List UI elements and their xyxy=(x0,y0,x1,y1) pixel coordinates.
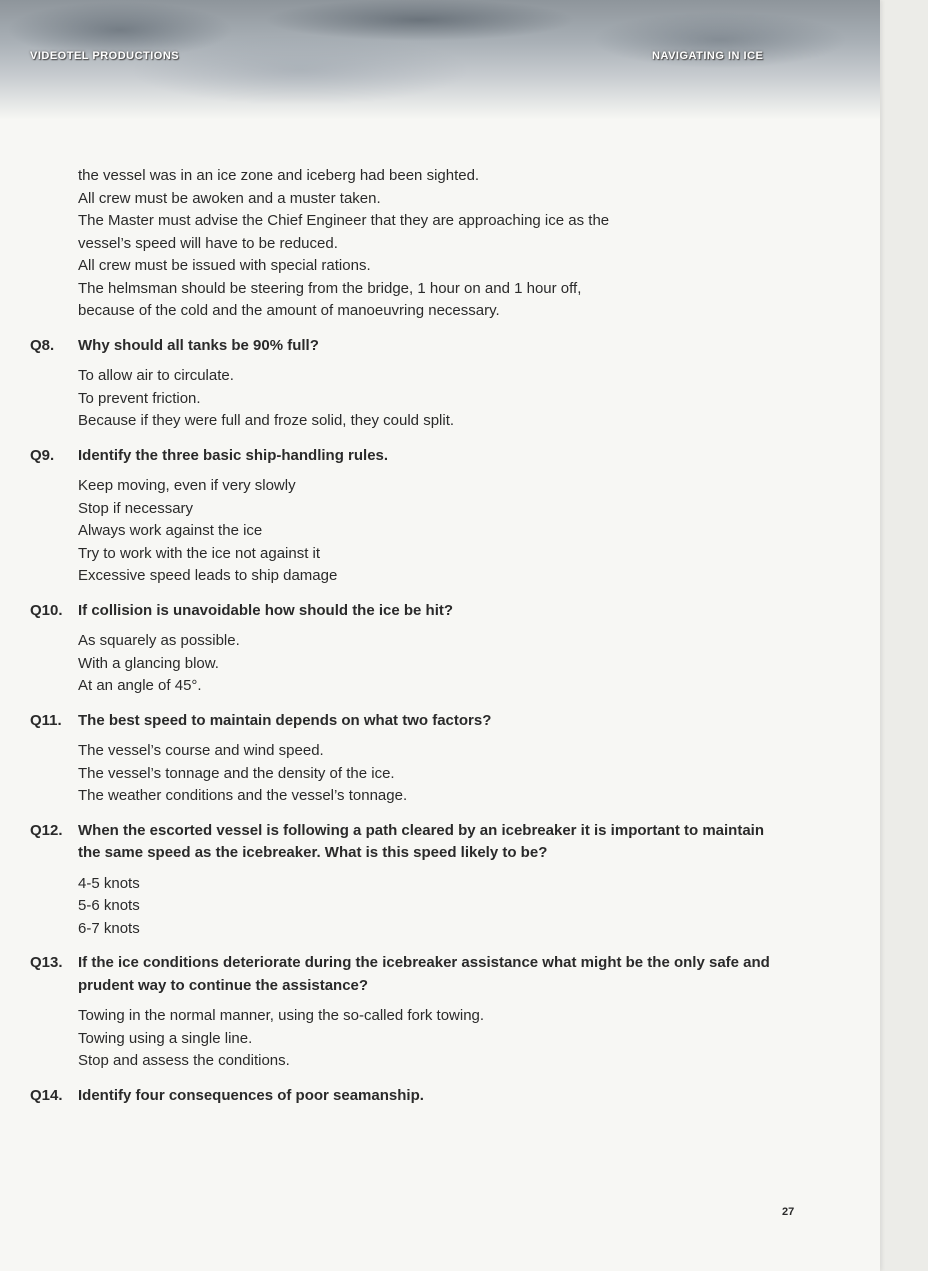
question-number: Q14. xyxy=(30,1086,63,1104)
page-content xyxy=(30,165,790,1115)
answer-option: As squarely as possible. xyxy=(78,632,240,649)
question-text: If collision is unavoidable how should the ice be hit? xyxy=(78,601,454,619)
answer-option: Stop if necessary xyxy=(78,499,194,517)
answer-option: Excessive speed leads to ship damage xyxy=(78,567,338,584)
answer-option: Because if they were full and froze solid, they could split. xyxy=(78,412,455,429)
question-block xyxy=(30,710,790,808)
answer-option: The vessel’s tonnage and the density of the ice. xyxy=(78,764,395,782)
question-text: If the ice conditions deteriorate during the icebreaker assistance what might be the only safe and prudent way to continue the assistance? xyxy=(78,954,770,994)
continued-answers xyxy=(30,165,790,323)
answer-list xyxy=(30,475,790,588)
answer-list xyxy=(30,630,790,698)
question-text: Identify the three basic ship-handling rules. xyxy=(78,446,389,464)
answer-line: vessel’s speed will have to be reduced. xyxy=(78,234,338,252)
question-number: Q13. xyxy=(30,954,63,971)
answer-option: Try to work with the ice not against it xyxy=(78,544,321,562)
question-number: Q11. xyxy=(30,711,62,729)
header-banner-image xyxy=(0,0,880,120)
answer-option: With a glancing blow. xyxy=(78,654,219,672)
answer-option: The weather conditions and the vessel’s tonnage. xyxy=(78,787,408,804)
question xyxy=(30,820,790,865)
question xyxy=(30,1085,790,1108)
question-block xyxy=(30,820,790,941)
answer-option: The vessel’s course and wind speed. xyxy=(78,742,324,759)
answer-line: All crew must be issued with special rations. xyxy=(78,257,371,274)
question xyxy=(30,335,790,358)
question-text: Why should all tanks be 90% full? xyxy=(78,336,319,354)
answer-line: The Master must advise the Chief Engineer that they are approaching ice as the xyxy=(78,212,610,229)
answer-option: At an angle of 45°. xyxy=(78,677,202,694)
question-block xyxy=(30,952,790,1073)
answer-option: Stop and assess the conditions. xyxy=(78,1052,290,1069)
answer-option: To prevent friction. xyxy=(78,389,201,407)
question-text: When the escorted vessel is following a path cleared by an icebreaker it is important to maintain the same speed as the icebreaker. What is this speed likely to be? xyxy=(78,821,765,861)
answer-line: the vessel was in an ice zone and iceberg had been sighted. xyxy=(78,167,480,184)
question-block xyxy=(30,445,790,588)
answer-line: because of the cold and the amount of manoeuvring necessary. xyxy=(78,302,500,319)
answer-option: Towing in the normal manner, using the so-called fork towing. xyxy=(78,1007,485,1024)
section-title: NAVIGATING IN ICE xyxy=(652,50,764,62)
question xyxy=(30,600,790,623)
question xyxy=(30,445,790,468)
answer-list xyxy=(30,740,790,808)
answer-option: Always work against the ice xyxy=(78,522,263,539)
answer-line: All crew must be awoken and a muster taken. xyxy=(78,189,381,207)
question-text: Identify four consequences of poor seamanship. xyxy=(78,1086,424,1104)
question xyxy=(30,952,790,997)
question-number: Q10. xyxy=(30,601,63,619)
answer-option: 5-6 knots xyxy=(78,897,140,914)
question-text: The best speed to maintain depends on what two factors? xyxy=(78,711,492,729)
question-number: Q12. xyxy=(30,821,63,839)
question-block xyxy=(30,335,790,433)
answer-option: Towing using a single line. xyxy=(78,1029,253,1047)
answer-list xyxy=(30,1005,790,1073)
answer-list xyxy=(30,365,790,433)
question-number: Q9. xyxy=(30,446,55,464)
question-block xyxy=(30,1085,790,1108)
answer-option: Keep moving, even if very slowly xyxy=(78,477,296,494)
question-block xyxy=(30,600,790,698)
question-number: Q8. xyxy=(30,336,55,354)
question xyxy=(30,710,790,733)
answer-list xyxy=(30,873,790,941)
answer-option: 6-7 knots xyxy=(78,919,140,937)
page-number: 27 xyxy=(782,1206,795,1218)
answer-option: 4-5 knots xyxy=(78,874,140,892)
answer-option: To allow air to circulate. xyxy=(78,367,234,384)
publisher-label: VIDEOTEL PRODUCTIONS xyxy=(30,50,180,62)
answer-line: The helmsman should be steering from the bridge, 1 hour on and 1 hour off, xyxy=(78,279,582,297)
